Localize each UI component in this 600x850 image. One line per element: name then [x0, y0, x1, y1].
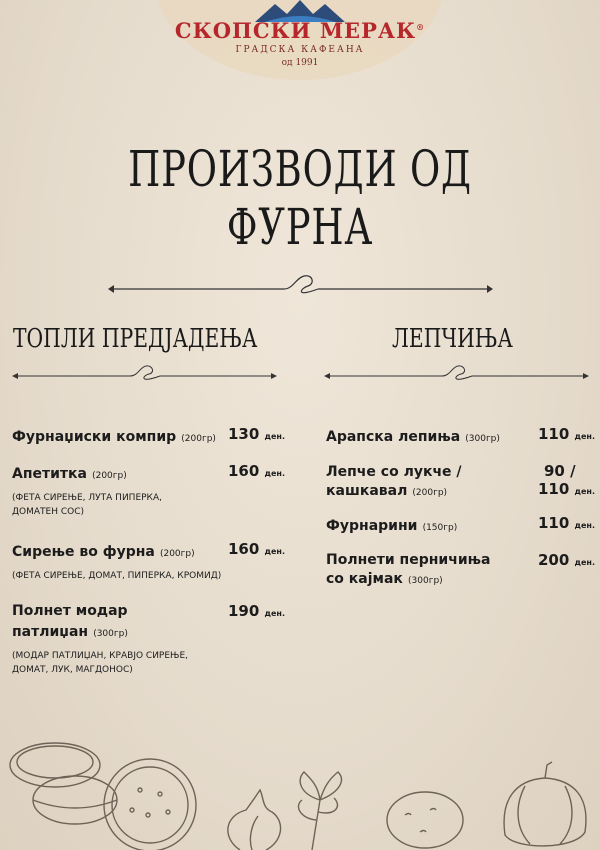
desc-apetitka: (ФЕТА СИРЕЊЕ, ЛУТА ПИПЕРКА, ДОМАТЕН СОС)	[12, 493, 162, 517]
menu-item-furnadziski-kompir: Фурнаџиски компир (200гр)	[12, 429, 216, 445]
food-sketch-illustration	[0, 720, 600, 850]
potato-icon	[387, 792, 463, 848]
desc-polnet-modar-patlidzan: (МОДАР ПАТЛИЏАН, КРАВЈО СИРЕЊЕ, ДОМАТ, ЛУК, МАГДОНОС)	[12, 651, 189, 675]
price-lepche-so-lukche-1: 90 /	[544, 462, 576, 480]
price-furnarini: 110 ден.	[538, 514, 595, 532]
eggplant-round-icon	[104, 759, 196, 850]
title-flourish-icon	[108, 270, 493, 300]
pepper-icon	[504, 778, 586, 846]
parsley-icon	[298, 772, 341, 850]
menu-item-arapska-lepinja: Арапска лепиња (300гр)	[326, 429, 500, 445]
left-flourish-icon	[12, 362, 277, 386]
menu-item-lepche-so-lukche: Лепче со лукче / кашкавал (200гр)	[326, 464, 462, 499]
eggplant-slice-icon	[10, 743, 100, 787]
section-title-hot-appetizers: ТОПЛИ ПРЕДЈАДЕЊА	[13, 324, 258, 354]
desc-sirenje-vo-furna: (ФЕТА СИРЕЊЕ, ДОМАТ, ПИПЕРКА, КРОМИД)	[12, 571, 222, 581]
logo-subtitle: ГРАДСКА КАФЕАНА	[235, 45, 365, 55]
logo	[0, 0, 600, 80]
price-furnadziski-kompir: 130 ден.	[228, 425, 285, 443]
section-title-lepchinja: ЛЕПЧИЊА	[392, 324, 513, 354]
price-arapska-lepinja: 110 ден.	[538, 425, 595, 443]
logo-year: од 1991	[281, 58, 319, 68]
price-polneti-pernichinja: 200 ден.	[538, 551, 595, 569]
menu-item-polnet-modar-patlidzan: Полнет модар патлиџан (300гр)	[12, 603, 128, 640]
price-sirenje-vo-furna: 160 ден.	[228, 540, 285, 558]
right-flourish-icon	[324, 362, 589, 386]
page-title-line2: ФУРНА	[226, 198, 374, 256]
price-lepche-so-lukche-2: 110 ден.	[538, 480, 595, 498]
menu-item-furnarini: Фурнарини (150гр)	[326, 518, 458, 534]
menu-item-polneti-pernichinja: Полнети перничиња со кајмак (300гр)	[326, 552, 491, 587]
garlic-icon	[228, 790, 281, 850]
price-apetitka: 160 ден.	[228, 462, 285, 480]
page-title-line1: ПРОИЗВОДИ ОД	[128, 140, 472, 198]
logo-name: СКОПСКИ МЕРАК®	[174, 18, 426, 43]
price-polnet-modar-patlidzan: 190 ден.	[228, 602, 285, 620]
menu-item-apetitka: Апетитка (200гр)	[12, 466, 127, 482]
menu-item-sirenje-vo-furna: Сирење во фурна (200гр)	[12, 544, 195, 560]
